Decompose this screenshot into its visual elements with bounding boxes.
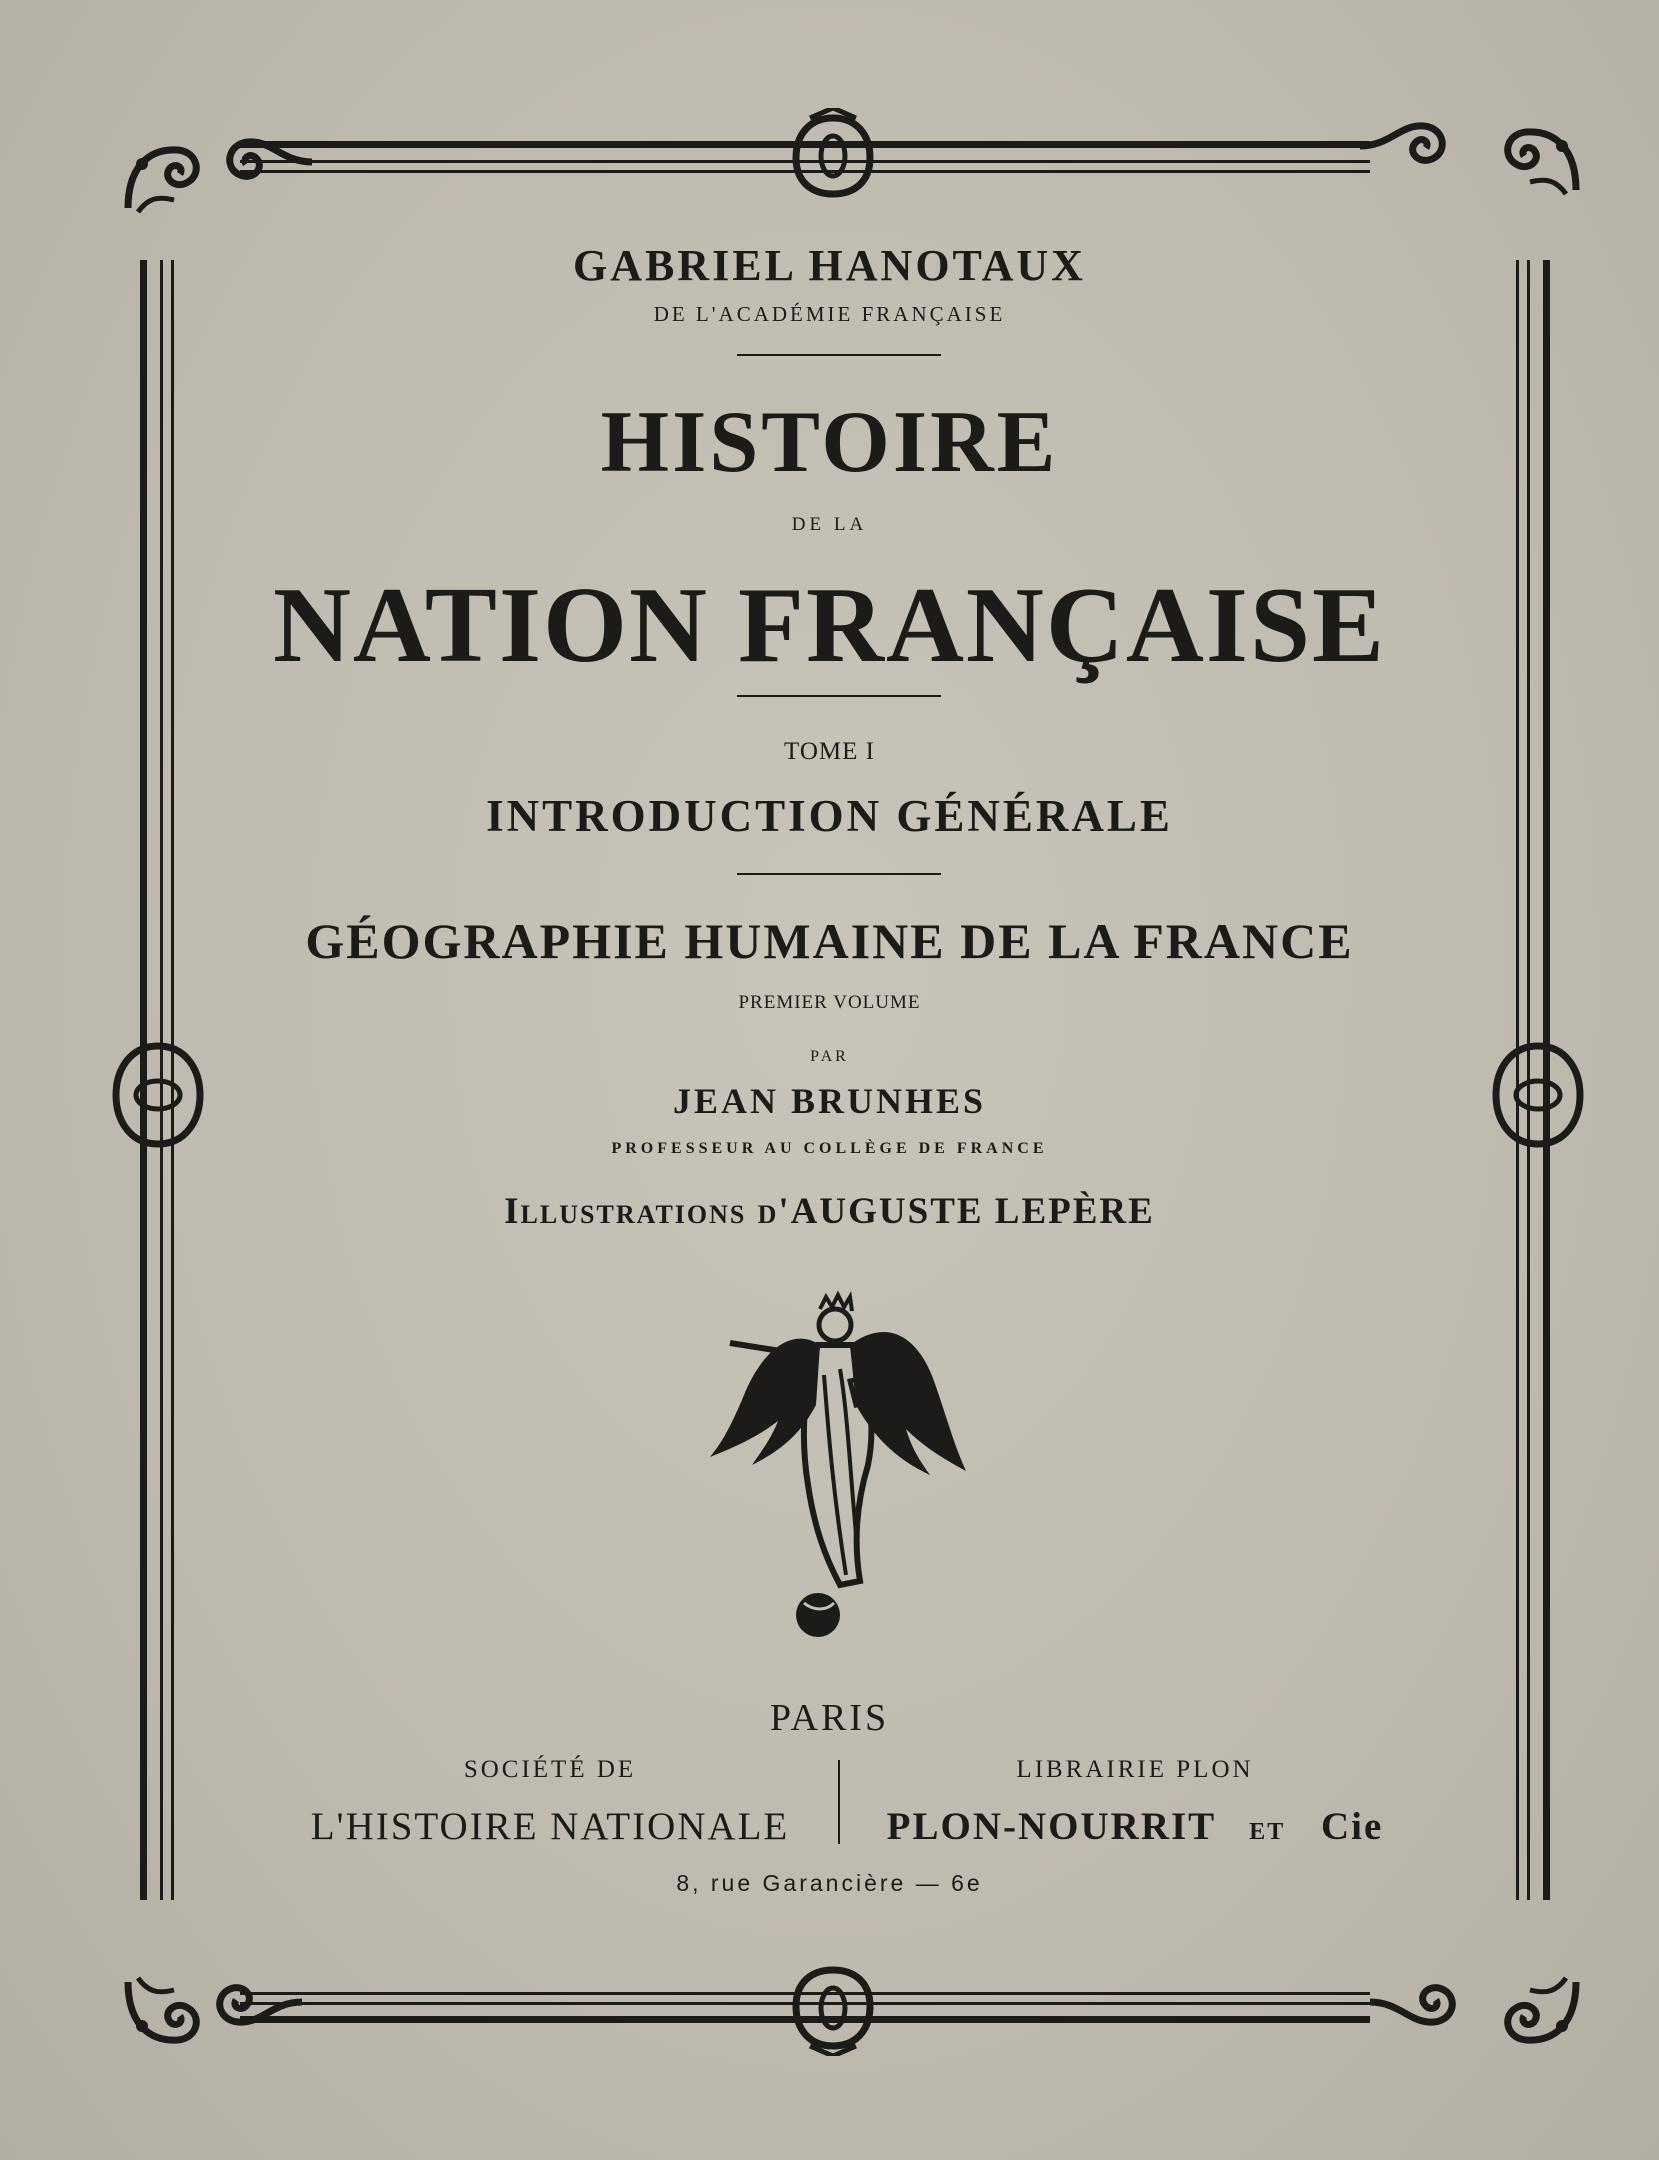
- illustrator-name: AUGUSTE LEPÈRE: [790, 1191, 1155, 1232]
- author-name: GABRIEL HANOTAUX: [573, 241, 1086, 290]
- publisher-right-line: [855, 1804, 1415, 1849]
- subject-title: GÉOGRAPHIE HUMAINE DE LA FRANCE: [305, 913, 1354, 969]
- cartouche-ornament-icon: [790, 108, 876, 204]
- winged-victory-on-globe-icon: [700, 1285, 970, 1650]
- publisher-right-small: LIBRAIRIE PLON: [1016, 1756, 1254, 1783]
- title-connector: DE LA: [791, 514, 868, 535]
- acanthus-scroll-icon: [118, 1972, 208, 2052]
- author-affiliation: DE L'ACADÉMIE FRANÇAISE: [653, 302, 1006, 326]
- divider-rule: [737, 695, 941, 697]
- acanthus-scroll-icon: [1496, 1972, 1586, 2052]
- imprint-city: PARIS: [769, 1697, 890, 1739]
- subvolume-label: PREMIER VOLUME: [738, 992, 921, 1013]
- part-title: INTRODUCTION GÉNÉRALE: [486, 791, 1173, 841]
- acanthus-scroll-icon: [212, 132, 322, 192]
- acanthus-scroll-icon: [1496, 120, 1586, 200]
- cartouche-ornament-icon: [790, 1960, 876, 2056]
- by-label: PAR: [810, 1048, 849, 1065]
- illustrator-line: [0, 1190, 1659, 1233]
- publisher-address: 8, rue Garancière — 6e: [676, 1870, 983, 1896]
- publisher-right-co: Cie: [1321, 1805, 1384, 1848]
- publisher-left-small: SOCIÉTÉ DE: [463, 1756, 637, 1783]
- acanthus-scroll-icon: [1350, 116, 1460, 176]
- divider-rule: [737, 873, 941, 875]
- contributor-name: JEAN BRUNHES: [672, 1081, 987, 1121]
- tome-number: TOME I: [784, 738, 875, 765]
- title-line-2: NATION FRANÇAISE: [272, 566, 1387, 685]
- acanthus-scroll-icon: [118, 138, 208, 218]
- title-line-1: HISTOIRE: [600, 394, 1059, 491]
- contributor-title: PROFESSEUR AU COLLÈGE DE FRANCE: [611, 1140, 1048, 1157]
- publisher-divider: [838, 1760, 840, 1844]
- illustrations-label: Illustrations d': [504, 1191, 791, 1232]
- publisher-right-et: ET: [1249, 1819, 1286, 1845]
- divider-rule: [737, 354, 941, 356]
- publisher-right-name: PLON-NOURRIT: [886, 1805, 1216, 1848]
- acanthus-scroll-icon: [202, 1972, 312, 2032]
- acanthus-scroll-icon: [1360, 1972, 1470, 2032]
- publisher-left-name: L'HISTOIRE NATIONALE: [310, 1805, 790, 1848]
